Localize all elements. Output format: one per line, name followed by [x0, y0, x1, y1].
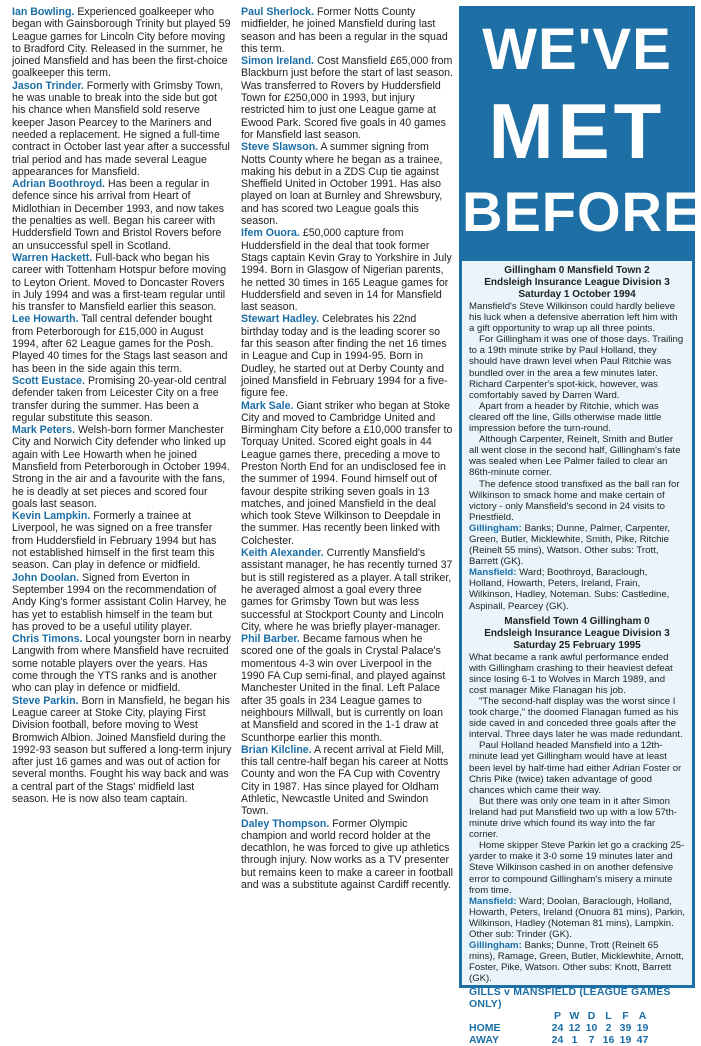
player-name: Paul Sherlock. — [241, 6, 315, 18]
player-profile — [241, 400, 453, 548]
player-name: Steve Parkin. — [12, 694, 79, 707]
player-profile — [12, 80, 232, 178]
record-cell: 24 — [551, 1034, 564, 1046]
player-profile — [12, 252, 232, 313]
player-description: Currently Mansfield's assistant manager, he has recently turned 37 but is still registered as a player. A tall striker, he averaged almost a goal every three games for Grimsby Town but was less successful at Stockport County and Lincoln City, where he was briefly player-manager. — [241, 547, 453, 633]
team-lineup — [469, 940, 685, 984]
player-name: Keith Alexander. — [241, 547, 324, 560]
player-name: Jason Trinder. — [12, 79, 84, 92]
record-header-cell: L — [605, 1010, 612, 1023]
match-paragraph: For Gillingham it was one of those days. Trailing to a 19th minute strike by Paul Holland, they should have drawn level when Paul Ritchie was bundled over in the area a few minutes later. Richard Carpenter's spot-kick, however, was comfortably saved by Darren Ward. — [469, 334, 684, 401]
player-description: Born in Mansfield, he began his League career at Stoke City, playing First Division football, before moving to West Bromwich Albion. Joined Mansfield during the 1992-93 season but suffered a long-term injury after just 16 games and was out of action for several months. Fought his way back and was a central part of the Stags' midfield last season. He is now also team captain. — [12, 694, 232, 805]
player-name: Scott Eustace. — [12, 374, 86, 387]
player-name: Stewart Hadley. — [241, 313, 320, 326]
player-description: Became famous when he scored one of the goals in Crystal Palace's momentous 4-3 win over Liverpool in the 1990 FA Cup semi-final, and played against Manchester United in the final. Left Palace after 35 goals in 234 League games to neighbours Millwall, but is currently on loan at Mansfield and scored in the 1-1 draw at Scunthorpe earlier this month. — [241, 633, 446, 744]
player-profile — [241, 227, 453, 313]
player-profile — [12, 313, 232, 374]
record-cell: 16 — [602, 1034, 615, 1046]
player-description: £50,000 capture from Huddersfield in the deal that took former Stags captain Kevin Gray to Yorkshire in July 1994. Born in Glasgow of Nigerian parents, he netted 30 times in 165 League games for Huddersfield and seven in 14 for Mansfield last season. — [241, 227, 452, 314]
player-description: Former Notts County midfielder, he joined Mansfield during last season and has been a regular in the squad this term. — [241, 6, 448, 55]
player-profile — [241, 818, 453, 892]
match-paragraph: What became a rank awful performance ended with Gillingham crashing to their heaviest defeat since losing 6-1 to Wolves in March 1989, and cost manager Mike Flanagan his job. — [469, 651, 673, 696]
player-name: Adrian Boothroyd. — [12, 178, 105, 191]
player-name: Daley Thompson. — [241, 817, 330, 830]
player-profile — [241, 313, 453, 399]
record-header-cell: D — [587, 1010, 596, 1023]
lineup-players: Banks; Dunne, Palmer, Carpenter, Green, Butler, Micklewhite, Smith, Pike, Ritchie (Reinelt 55 mins), Watson. Other subs: Trott, Barrett (GK). — [469, 522, 671, 568]
player-profile — [12, 633, 232, 694]
player-description: Formerly with Grimsby Town, he was unable to break into the side but got his chance when Mansfield sold reserve keeper Jason Pearcey to the Mariners and needed a replacement. He signed a full-time contract in October last year after a successful trial period and has made several League appearances for Mansfield. — [12, 79, 230, 178]
player-description: Cost Mansfield £65,000 from Blackburn just before the start of last season. Was transferred to Rovers by Huddersfield Town for £250,000 in 1993, but injury restricted him to just one League game at Ewood Park. Scored five goals in 40 games for Mansfield last season. — [241, 55, 453, 141]
match-paragraph: Apart from a header by Ritchie, which was cleared off the line, Gills otherwise made little impression before the turn-round. — [469, 400, 662, 435]
match-paragraphs — [469, 652, 685, 985]
player-name: Lee Howarth. — [12, 313, 79, 326]
player-profile — [241, 6, 453, 55]
match-paragraph: Mansfield's Steve Wilkinson could hardly believe his luck when a defensive aberration left him with a gift opportunity to wrap up all three points. — [469, 301, 678, 335]
headline-line-3: BEFORE — [462, 180, 701, 243]
record-row — [469, 1022, 651, 1034]
player-name: Steve Slawson. — [241, 141, 319, 154]
player-profile — [12, 424, 232, 510]
player-name: Mark Peters. — [12, 424, 76, 437]
lineup-players: Banks; Dunne, Trott (Reinelt 65 mins), Ramage, Green, Butler, Micklewhite, Arnott, Foster, Pike, Watson. Other subs: Knott, Barrett (GK). — [469, 940, 684, 985]
player-name: Ian Bowling. — [12, 6, 75, 18]
match-paragraph: Home skipper Steve Parkin let go a cracking 25-yarder to make it 3-0 some 19 minutes later and Steve Wilkinson cashed in on another defensive error to compound Gillingham's misery a minute from time. — [469, 840, 685, 896]
match-paragraph: Although Carpenter, Reinelt, Smith and Butler all went close in the second half, Gillingham's fate was sealed when Lee Palmer failed to clear an 86th-minute corner. — [469, 434, 681, 479]
team-name: Mansfield: — [469, 895, 517, 907]
record-cell: 2 — [605, 1022, 612, 1035]
match-paragraph: "The second-half display was the worst since I took charge," the doomed Flanagan fumed as his side caved in and conceded three goals after the interval. Three days later he was made redundant. — [469, 696, 683, 741]
player-description: A summer signing from Notts County where he began as a trainee, making his debut in a ZDS Cup tie against Sheffield United in October 1991. Has also played on loan at Burnley and Shrewsbury, and has scored two League goals this season. — [241, 141, 443, 228]
match-date: Saturday 25 February 1995 — [513, 639, 641, 651]
player-description: Full-back who began his career with Tottenham Hotspur before moving to Leyton Orient. Moved to Doncaster Rovers in July 1994 and was a first-team regular until his transfer to Mansfield earlier this season. — [12, 251, 227, 314]
match-paragraph: The defence stood transfixed as the ball ran for Wilkinson to smack home and make certain of victory - only Mansfield's second in 24 visits to Priestfield. — [469, 478, 680, 523]
panel-headline — [462, 9, 701, 261]
record-cell: 47 — [636, 1034, 649, 1046]
article-column-middle — [241, 6, 453, 891]
player-description: Celebrates his 22nd birthday today and is the leading scorer so far this season after finding the net 16 times in League and Cup in 1994-95. Born in Dudley, he started out at Derby County and joined Mansfield in February 1994 for a five-figure fee. — [241, 313, 448, 400]
record-row — [469, 1034, 651, 1046]
player-description: Has been a regular in defence since his arrival from Heart of Midlothian in December 1993, and now takes the penalties as well. Began his career with Huddersfield Town and Bristol Rovers before an unsuccessful spell in Scotland. — [12, 178, 224, 252]
team-name: Gillingham: — [469, 522, 522, 534]
player-profile — [241, 141, 453, 227]
match-paragraph: But there was only one team in it after Simon Ireland had put Mansfield two up with a low 57th-minute drive which found its way into the far corner. — [469, 795, 677, 841]
player-name: Chris Timons. — [12, 633, 83, 646]
lineup-players: Ward; Boothroyd, Baraclough, Holland, Howarth, Peters, Ireland, Frain, Wilkinson, Hadley, Noteman. Subs: Castledine, Aspinall, Pearcey (GK). — [469, 567, 670, 612]
player-profile — [241, 633, 453, 744]
player-name: Kevin Lampkin. — [12, 510, 91, 523]
player-description: Formerly a trainee at Liverpool, he was signed on a free transfer from Huddersfield in February 1994 but has not established himself in the first team this season. Can play in defence or midfield. — [12, 510, 217, 572]
player-description: Welsh-born former Manchester City and Norwich City defender who linked up again with Lee Howarth when he joined Mansfield from Peterborough in October 1994. Strong in the air and a favourite with the fans, he is deadly at set pieces and scored four goals last season. — [12, 424, 230, 510]
record-header-cell: A — [638, 1010, 647, 1023]
team-name: Gillingham: — [469, 940, 522, 952]
player-name: Simon Ireland. — [241, 55, 314, 68]
player-description: Experienced goalkeeper who began with Gainsborough Trinity but played 59 League games for Lincoln City before moving to Bradford City. Released in the summer, he joined Mansfield and has been the first-choice goalkeeper this term. — [12, 6, 231, 80]
match-paragraphs — [469, 301, 685, 612]
team-name: Mansfield: — [469, 567, 517, 579]
player-profile — [241, 547, 453, 633]
article-column-left — [12, 6, 232, 805]
team-lineup — [469, 896, 685, 940]
player-profile — [12, 695, 232, 806]
match-score: Mansfield Town 4 Gillingham 0 — [504, 615, 650, 627]
match-report-1 — [462, 261, 692, 612]
weve-met-before-panel — [459, 6, 701, 1046]
record-cell: 1 — [571, 1034, 578, 1046]
player-name: Brian Kilcline. — [241, 743, 312, 756]
lineup-players: Ward; Doolan, Baraclough, Holland, Howarth, Peters, Ireland (Onuora 81 mins), Parkin, Wilkinson, Hadley (Noteman 81 mins), Lampkin. Other sub: Trinder (GK). — [469, 895, 685, 940]
player-name: Mark Sale. — [241, 399, 294, 412]
player-description: Tall central defender bought from Peterborough for £15,000 in August 1994, after 62 League games for the Posh. Played 40 times for the Stags last season and has been in the side again this term. — [12, 313, 228, 375]
headline-line-1: WE'VE — [482, 17, 672, 82]
match-competition: Endsleigh Insurance League Division 3 — [484, 627, 670, 639]
player-profile — [241, 744, 453, 818]
match-date: Saturday 1 October 1994 — [518, 289, 636, 300]
record-cell: 10 — [585, 1022, 598, 1035]
record-cell: 12 — [568, 1022, 581, 1035]
record-header-cell: W — [569, 1010, 580, 1023]
headline-line-2: MET — [488, 87, 666, 175]
team-lineup — [469, 523, 685, 567]
player-description: A recent arrival at Field Mill, this tall centre-half began his career at Notts County and won the FA Cup with Coventry City in 1987. Has since played for Oldham Athletic, Newcastle United and Swindon Town. — [241, 743, 449, 818]
player-profile — [12, 572, 232, 633]
record-cell: 24 — [551, 1022, 564, 1035]
player-profile — [12, 510, 232, 571]
player-description: Local youngster born in nearby Langwith from where Mansfield have recruited some notable players over the years. Has come through the YTS ranks and is another who can play in defence or midfield. — [12, 633, 231, 695]
record-cell: 19 — [636, 1022, 649, 1035]
record-header-cell: F — [622, 1010, 629, 1023]
record-header-row — [469, 1010, 651, 1022]
record-header-cell — [469, 1010, 549, 1022]
player-name: Phil Barber. — [241, 633, 300, 646]
player-description: Signed from Everton in September 1994 on the recommendation of Andy King's former assistant Colin Harvey, he has yet to establish himself in the team but has proved to be a useful utility player. — [12, 571, 227, 633]
record-title: GILLS v MANSFIELD (LEAGUE GAMES ONLY) — [469, 986, 671, 1011]
record-cell: 7 — [588, 1034, 595, 1046]
match-report-2 — [462, 612, 692, 985]
player-name: Warren Hackett. — [12, 251, 93, 264]
player-profile — [12, 375, 232, 424]
player-profile — [241, 55, 453, 141]
player-profile — [12, 6, 232, 80]
player-description: Giant striker who began at Stoke City and moved to Cambridge United and Birmingham City before a £10,000 transfer to Torquay United. Scored eight goals in 44 League games there, preceding a move to Preston North End for an undisclosed fee in the summer of 1994. Found himself out of favour despite striking seven goals in 13 matches, and joined Mansfield in the deal which took Steve Wilkinson to Deepdale in the summer. Has recently been linked with Colchester. — [241, 399, 453, 547]
head-to-head-record — [462, 984, 692, 1046]
player-description: Promising 20-year-old central defender taken from Leicester City on a free transfer during the summer. Has been a regular substitute this season. — [12, 374, 227, 424]
player-profile — [12, 178, 232, 252]
record-table — [469, 1010, 651, 1046]
record-cell: HOME — [469, 1022, 501, 1035]
match-paragraph: Paul Holland headed Mansfield into a 12th-minute lead yet Gillingham would have at least been level by half-time had either Adrian Foster or Chris Pike (twice) taken advantage of good chances which came their way. — [469, 740, 682, 796]
player-name: Ifem Ouora. — [241, 227, 300, 240]
match-score: Gillingham 0 Mansfield Town 2 — [504, 265, 650, 276]
player-description: Former Olympic champion and world record holder at the decathlon, he was forced to give up athletics through injury. Now works as a TV presenter but remains keen to make a career in football and was a substitute against Cardiff recently. — [241, 817, 453, 892]
record-cell: AWAY — [469, 1034, 499, 1046]
team-lineup — [469, 567, 685, 611]
record-header-cell: P — [553, 1010, 561, 1023]
record-cell: 19 — [619, 1034, 632, 1046]
record-cell: 39 — [619, 1022, 632, 1035]
player-name: John Doolan. — [12, 571, 80, 584]
match-competition: Endsleigh Insurance League Division 3 — [484, 277, 670, 288]
